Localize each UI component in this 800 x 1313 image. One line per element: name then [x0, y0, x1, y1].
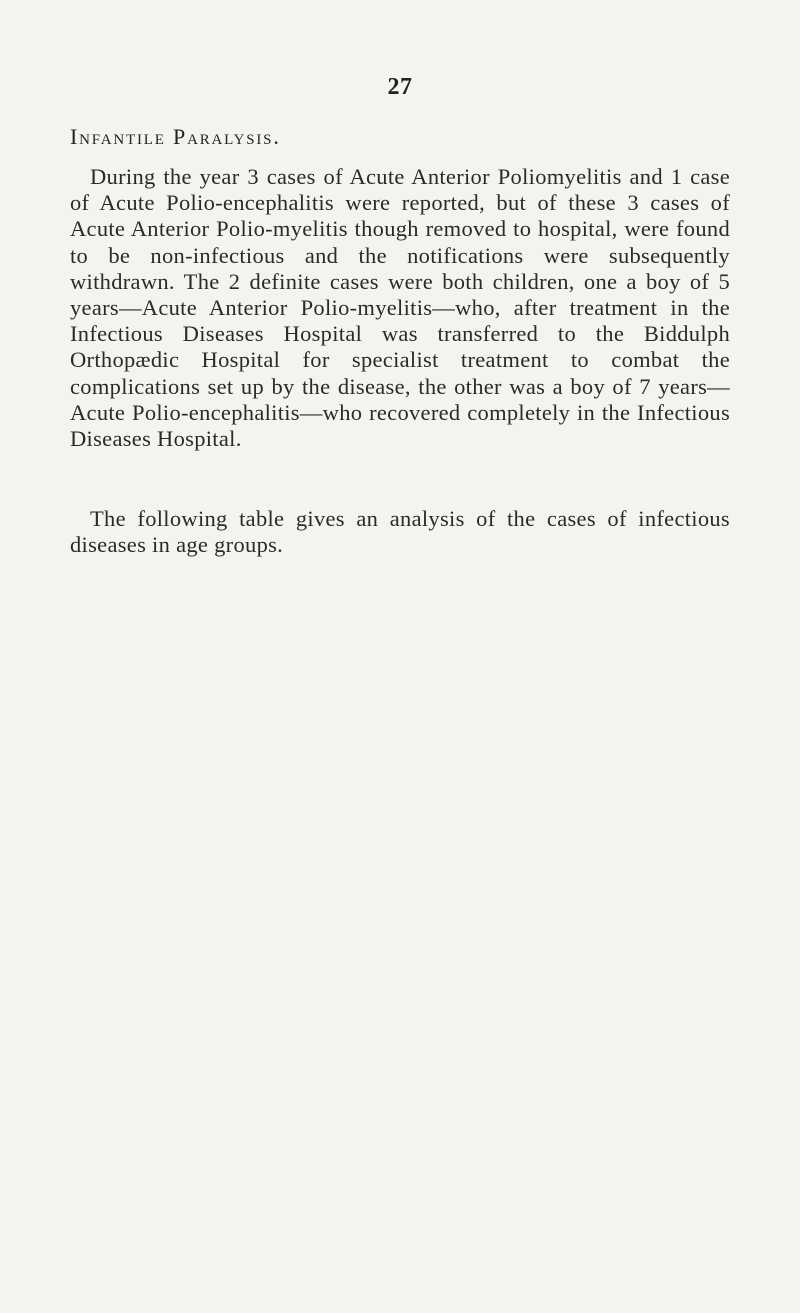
page-number: 27 [387, 74, 413, 100]
section-heading: Infantile Paralysis. [70, 124, 281, 149]
body-paragraph-table-intro: The following table gives an analysis of the cases of infectious diseases in age groups. [70, 506, 730, 558]
body-paragraph-poliomyelitis-cases: During the year 3 cases of Acute Anterior Poliomyelitis and 1 case of Acute Polio-encephalitis were reported, but of these 3 cases of Acute Anterior Polio-myelitis though removed to hospital, were found to be non-infectious and the notifications were subsequently withdrawn. The 2 definite cases were both children, one a boy of 5 years—Acute Anterior Polio-myelitis—who, after treatment in the Infectious Diseases Hospital was transferred to the Biddulph Orthopædic Hospital for specialist treatment to combat the complications set up by the disease, the other was a boy of 7 years—Acute Polio-encephalitis—who recovered completely in the Infectious Diseases Hospital. [70, 164, 730, 452]
